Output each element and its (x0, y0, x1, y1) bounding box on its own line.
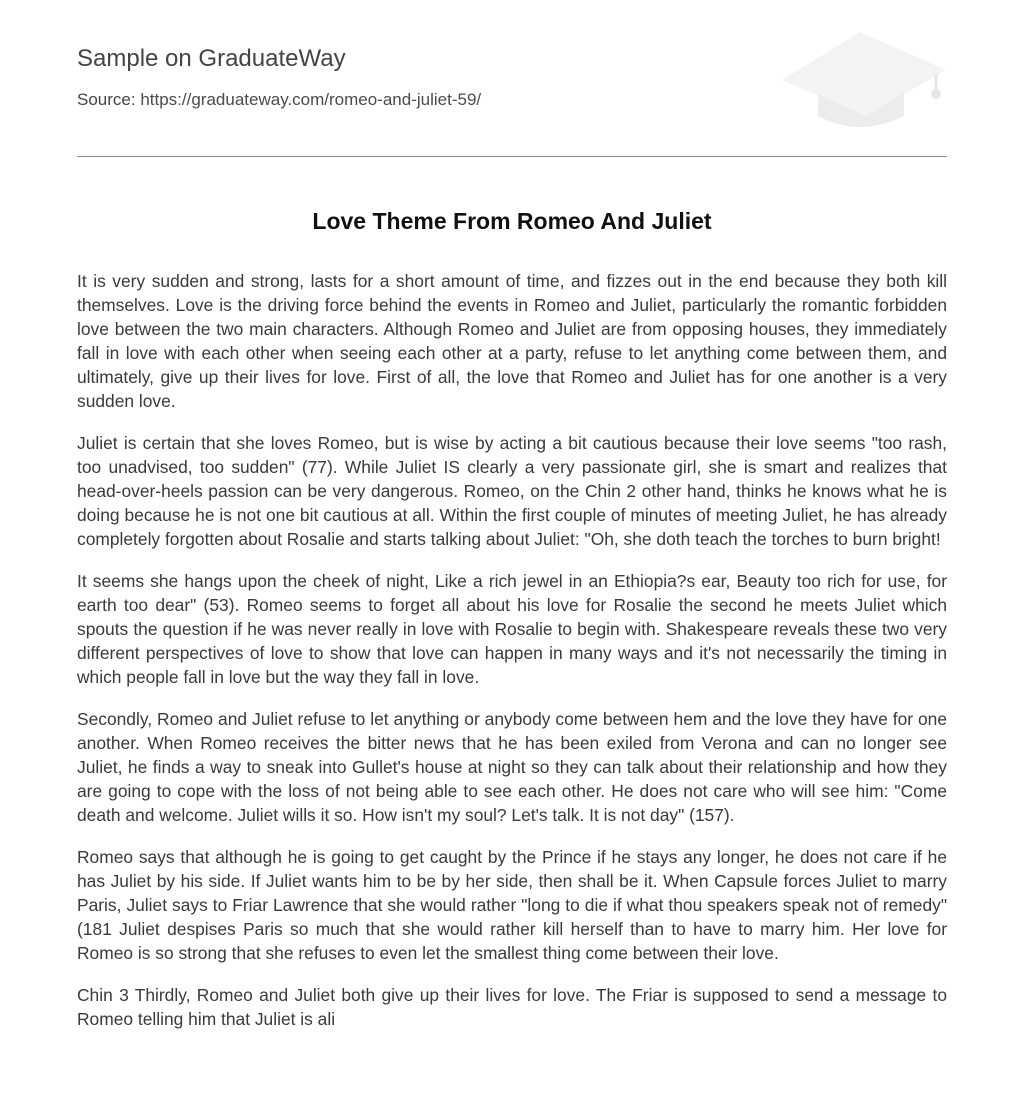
paragraph: It is very sudden and strong, lasts for a short amount of time, and fizzes out in the end because they both kill themselves. Love is the driving force behind the events in Romeo and Juliet, particularly the romantic forbidden love between the two main characters. Although Romeo and Juliet are from opposing houses, they immediately fall in love with each other when seeing each other at a party, refuse to let anything come between them, and ultimately, give up their lives for love. First of all, the love that Romeo and Juliet has for one another is a very sudden love. (77, 271, 947, 411)
paragraph: Chin 3 Thirdly, Romeo and Juliet both give up their lives for love. The Friar is supposed to send a message to Romeo telling him that Juliet is ali (77, 985, 947, 1029)
source-label: Source: (77, 90, 136, 109)
header (77, 0, 947, 157)
graduation-cap-icon (780, 30, 948, 134)
paragraph: Secondly, Romeo and Juliet refuse to let anything or anybody come between hem and the love they have for one another. When Romeo receives the bitter news that he has been exiled from Verona and can no longer see Juliet, he finds a way to sneak into Gullet's house at night so they can talk about their relationship and how they are going to cope with the loss of not being able to see each other. He does not care who will see him: "Come death and welcome. Juliet wills it so. How isn't my soul? Let's talk. It is not day" (157). (77, 709, 947, 825)
document-title: Love Theme From Romeo And Juliet (312, 208, 712, 234)
source-line (77, 89, 481, 111)
document-body (77, 269, 947, 1031)
paragraph: Romeo says that although he is going to get caught by the Prince if he stays any longer, he does not care if he has Juliet by his side. If Juliet wants him to be by her side, then shall be it. When Capsule forces Juliet to marry Paris, Juliet says to Friar Lawrence that she would rather "long to die if what thou speakers speak not of remedy" (181 Juliet despises Paris so much that she would rather kill herself than to have to marry him. Her love for Romeo is so strong that she refuses to even let the smallest thing come between their love. (77, 847, 947, 963)
page (77, 0, 947, 1049)
paragraph: Juliet is certain that she loves Romeo, but is wise by acting a bit cautious because their love seems "too rash, too unadvised, too sudden" (77). While Juliet IS clearly a very passionate girl, she is smart and realizes that head-over-heels passion can be very dangerous. Romeo, on the Chin 2 other hand, thinks he knows what he is doing because he is not one bit cautious at all. Within the first couple of minutes of meeting Juliet, he has already completely forgotten about Rosalie and starts talking about Juliet: "Oh, she doth teach the torches to burn bright! (77, 433, 947, 549)
site-title: Sample on GraduateWay (77, 45, 346, 72)
source-link[interactable]: https://graduateway.com/romeo-and-juliet-59/ (140, 90, 482, 109)
paragraph: It seems she hangs upon the cheek of night, Like a rich jewel in an Ethiopia?s ear, Beauty too rich for use, for earth too dear" (53). Romeo seems to forget all about his love for Rosalie the second he meets Juliet which spouts the question if he was never really in love with Rosalie to begin with. Shakespeare reveals these two very different perspectives of love to show that love can happen in many ways and it's not necessarily the timing in which people fall in love but the way they fall in love. (77, 571, 947, 687)
